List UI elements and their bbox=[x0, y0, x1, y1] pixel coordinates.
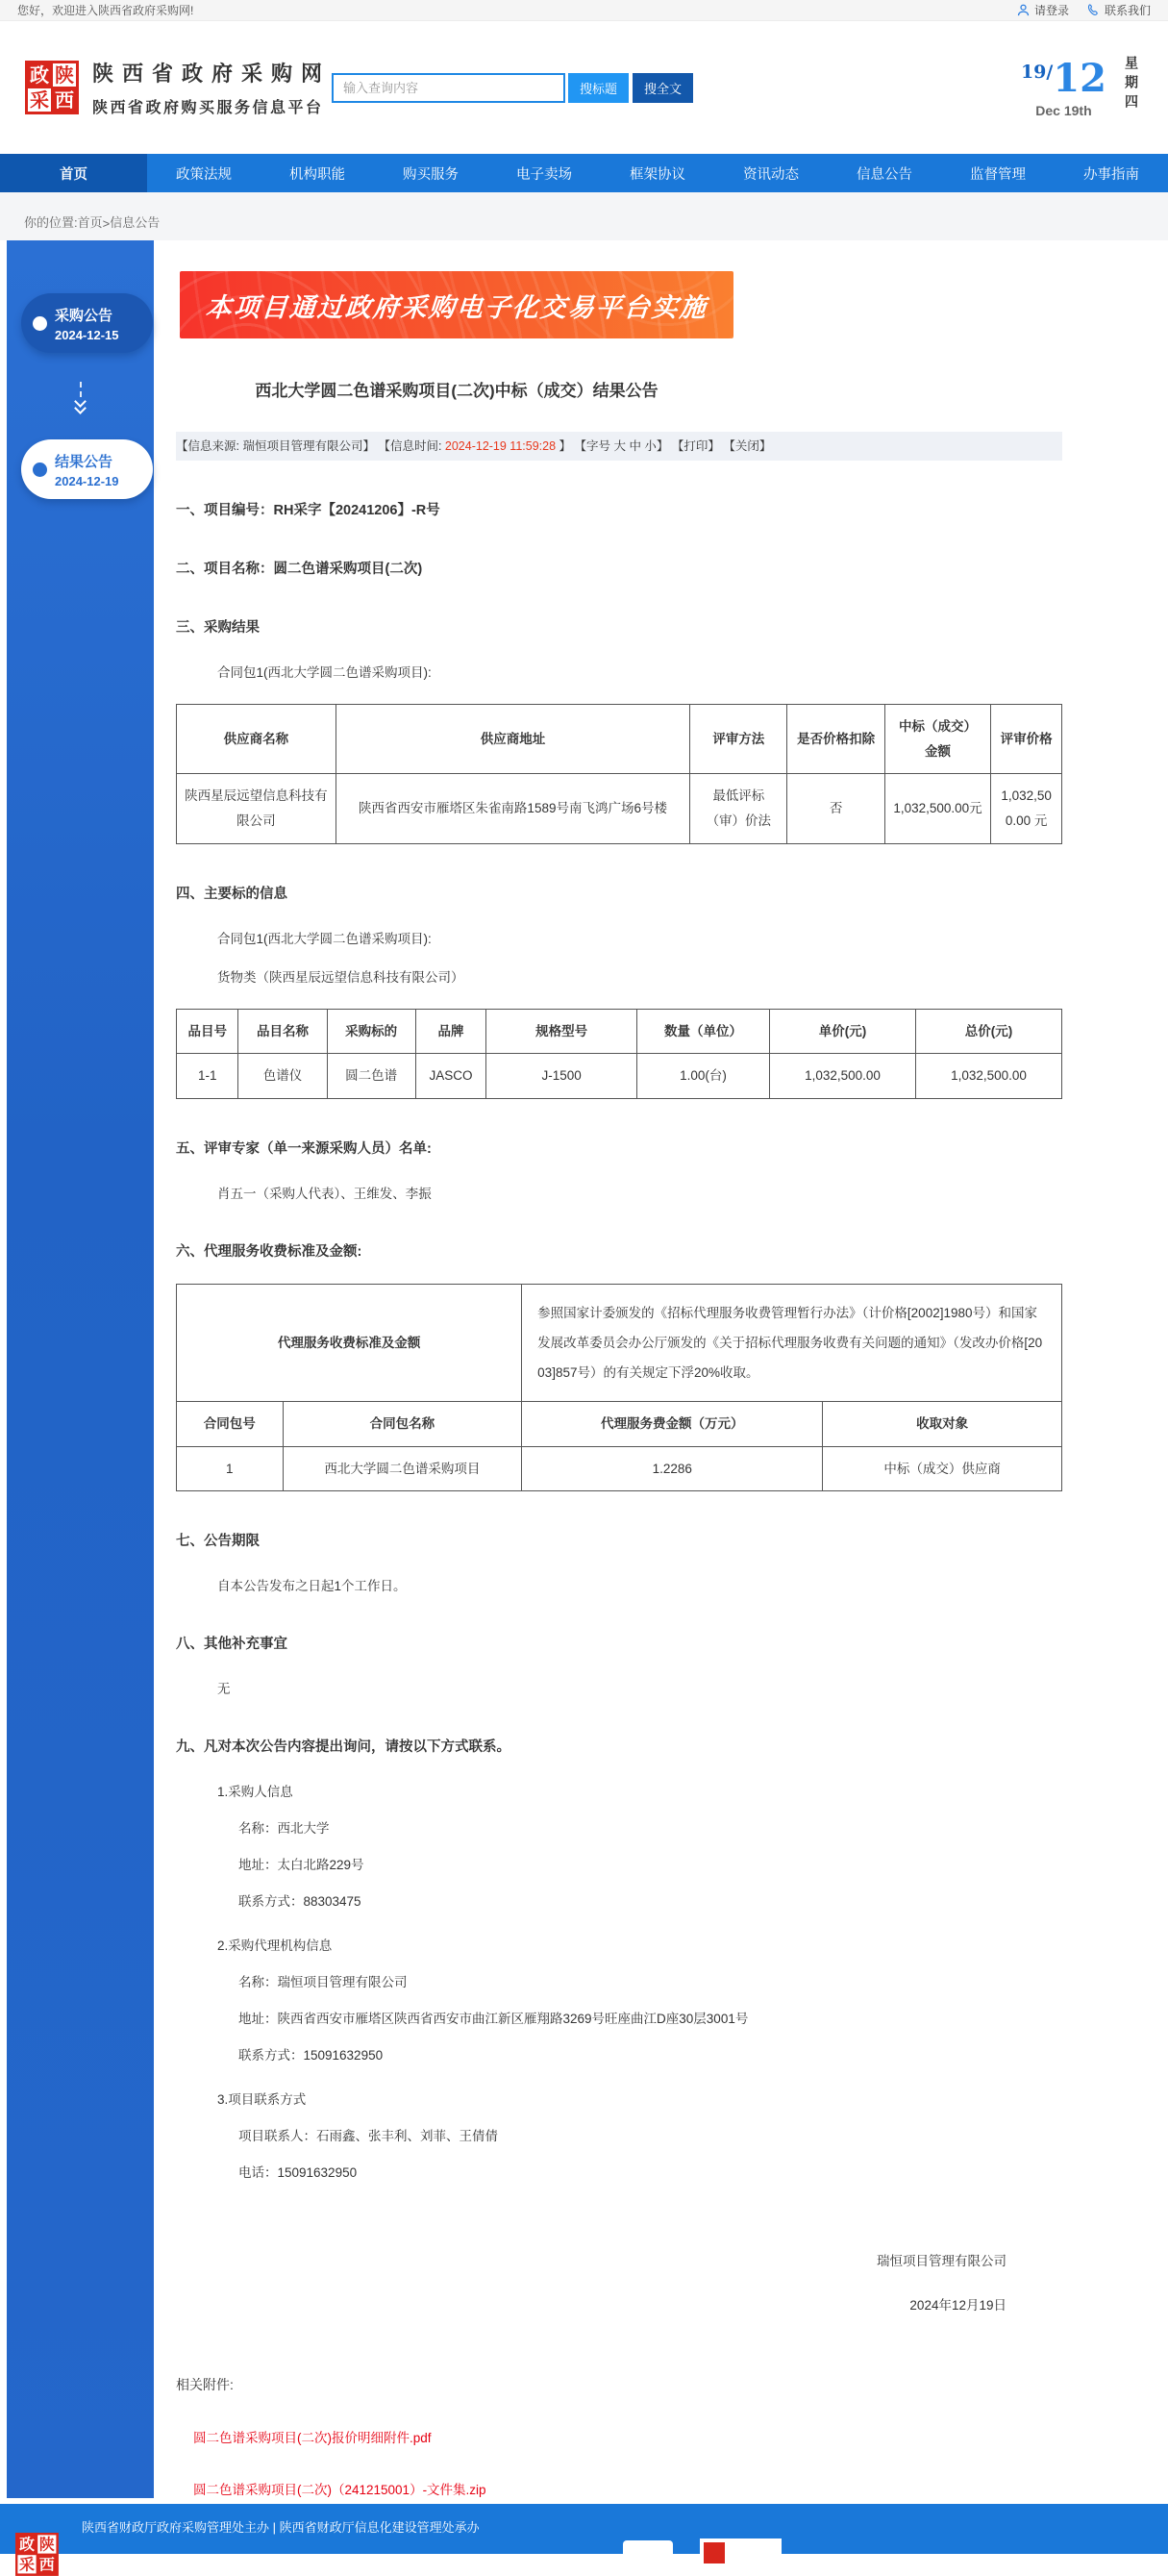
nav-item-functions[interactable]: 机构职能 bbox=[289, 166, 345, 183]
platform-banner: 本项目通过政府采购电子化交易平台实施 bbox=[180, 271, 733, 338]
signature-block bbox=[176, 2250, 1062, 2313]
buyer-name: 名称：西北大学 bbox=[238, 1821, 330, 1837]
search-fulltext-button[interactable]: 搜全文 bbox=[633, 73, 693, 103]
breadcrumb-current[interactable]: 信息公告 bbox=[110, 215, 161, 230]
items-table: 品目号 品目名称 采购标的 品牌 规格型号 数量（单位） 单价(元) 总价(元) 1-1 色谱仪 圆二色谱 JASCO J-1500 1.00(台) 1,032,500.00 1,032,500.00 bbox=[176, 1009, 1062, 1099]
date-month: 12 bbox=[1053, 56, 1106, 101]
table-row: 陕西星辰远望信息科技有限公司 陕西省西安市雁塔区朱雀南路1589号南飞鸿广场6号楼 最低评标（审）价法 否 1,032,500.00元 1,032,500.00 元 bbox=[177, 774, 1062, 843]
project-contact-heading: 3.项目联系方式 bbox=[217, 2092, 307, 2108]
meta-source: 【信息来源: 瑞恒项目管理有限公司】 bbox=[176, 439, 375, 453]
project-contact-phone: 电话：15091632950 bbox=[238, 2165, 358, 2181]
date-english: Dec 19th bbox=[1035, 103, 1092, 118]
close-button[interactable]: 【关闭】 bbox=[723, 439, 772, 453]
user-icon bbox=[1016, 3, 1031, 17]
page-footer bbox=[0, 2504, 1168, 2574]
agency-address: 地址：陕西省西安市雁塔区陕西省西安市曲江新区雁翔路3269号旺座曲江D座30层3001号 bbox=[238, 2012, 749, 2027]
nav-item-supervision[interactable]: 监督管理 bbox=[970, 166, 1026, 183]
section-subject-info: 四、主要标的信息 合同包1(西北大学圆二色谱采购项目): 货物类（陕西星辰远望信息科技有限公司） 品目号 品目名称 采购标的 品牌 规格型号 数量（单位） 单价(元) 总价(元) 1-1 色谱仪 圆二色谱 JASCO J-1500 1.00(台) 1,032,500.00 1,032,500.00 bbox=[176, 883, 1062, 1099]
main-nav bbox=[0, 154, 1168, 192]
nav-item-emall[interactable]: 电子卖场 bbox=[516, 166, 572, 183]
sidebar-item-result-announcement[interactable]: 结果公告 2024-12-19 bbox=[21, 439, 153, 499]
article-content bbox=[154, 240, 1062, 2498]
section-other-matters: 八、其他补充事宜 无 bbox=[176, 1637, 287, 1697]
site-logo: 政 陕 采 西 bbox=[25, 61, 79, 114]
category-line: 货物类（陕西星辰远望信息科技有限公司） bbox=[217, 969, 464, 985]
phone-icon bbox=[1086, 3, 1101, 17]
buyer-heading: 1.采购人信息 bbox=[217, 1785, 293, 1800]
search-input[interactable] bbox=[332, 73, 565, 103]
date-widget bbox=[1021, 56, 1141, 133]
footer-logo: 政 陕 采 西 bbox=[15, 2533, 59, 2576]
site-subtitle: 陕西省政府购买服务信息平台 bbox=[92, 100, 324, 116]
search-area bbox=[332, 73, 693, 103]
section-project-number: 一、项目编号：RH采字【20241206】-R号 bbox=[176, 503, 440, 518]
topbar bbox=[0, 0, 1168, 21]
section-announcement-period: 七、公告期限 自本公告发布之日起1个工作日。 bbox=[176, 1534, 407, 1594]
signature-company: 瑞恒项目管理有限公司 bbox=[877, 2254, 1006, 2269]
breadcrumb: 你的位置: 首页 > 信息公告 bbox=[0, 192, 1168, 240]
result-table: 供应商名称 供应商地址 评审方法 是否价格扣除 中标（成交）金额 评审价格 陕西星辰远望信息科技有限公司 陕西省西安市雁塔区朱雀南路1589号南飞鸿广场6号楼 最低评标（审）价法 否 1,032,500.00元 1,032,500.00 元 bbox=[176, 704, 1062, 844]
footer-text: 陕西省财政厅政府采购管理处主办 | 陕西省财政厅信息化建设管理处承办 bbox=[82, 2520, 480, 2536]
attachment-pdf-link[interactable]: 圆二色谱采购项目(二次)报价明细附件.pdf bbox=[193, 2431, 432, 2446]
package-line: 合同包1(西北大学圆二色谱采购项目): bbox=[217, 665, 432, 680]
signature-date: 2024年12月19日 bbox=[909, 2298, 1006, 2313]
attachments-label: 相关附件: bbox=[176, 2377, 234, 2393]
project-contact-people: 项目联系人：石雨鑫、张丰利、刘菲、王倩倩 bbox=[238, 2129, 498, 2144]
contact-link[interactable]: 联系我们 bbox=[1086, 2, 1151, 18]
date-weekday: 星期四 bbox=[1124, 56, 1139, 113]
expert-names: 肖五一（采购人代表）、王维发、李振 bbox=[217, 1186, 432, 1201]
sidebar-item-purchase-announcement[interactable]: 采购公告 2024-12-15 bbox=[21, 293, 153, 353]
date-day: 19/ bbox=[1020, 62, 1054, 83]
step-dot-icon bbox=[33, 463, 47, 477]
print-button[interactable]: 【打印】 bbox=[671, 439, 720, 453]
breadcrumb-home[interactable]: 首页 bbox=[77, 215, 103, 230]
meta-timestamp: 2024-12-19 11:59:28 bbox=[444, 439, 557, 453]
nav-item-guide[interactable]: 办事指南 bbox=[1083, 166, 1139, 183]
article-meta-bar: 【信息来源: 瑞恒项目管理有限公司】 【信息时间: 2024-12-19 11:59:28 】 【字号 大 中 小】 【打印】 【关闭】 bbox=[176, 432, 1062, 461]
agency-fee-table bbox=[176, 1284, 1062, 1491]
buyer-address: 地址：太白北路229号 bbox=[238, 1858, 364, 1873]
buyer-phone: 联系方式：88303475 bbox=[238, 1894, 361, 1910]
agency-phone: 联系方式：15091632950 bbox=[238, 2048, 384, 2063]
package-line: 合同包1(西北大学圆二色谱采购项目): bbox=[217, 931, 432, 946]
nav-item-home[interactable]: 首页 bbox=[0, 154, 147, 192]
nav-item-news[interactable]: 资讯动态 bbox=[743, 166, 799, 183]
site-title: 陕西省政府采购网 bbox=[92, 62, 332, 86]
section-procurement-result: 三、采购结果 合同包1(西北大学圆二色谱采购项目): 供应商名称 供应商地址 评审方法 是否价格扣除 中标（成交）金额 评审价格 陕西星辰远望信息科技有限公司 陕西省西安市雁塔区朱雀南路1589号南飞鸿广场6号楼 最低评标（审）价法 否 1,032,500.00元 1,032,500.00 元 bbox=[176, 616, 1062, 844]
timeline-sidebar bbox=[7, 240, 154, 2498]
section-contacts: 九、凡对本次公告内容提出询问，请按以下方式联系。 1.采购人信息 名称：西北大学 地址：太白北路229号 联系方式：88303475 2.采购代理机构信息 名称：瑞恒项目管理有限公司 地址：陕西省西安市雁塔区陕西省西安市曲江新区雁翔路3269号旺座曲江D座30层3001号 联系方式：15091632950 3.项目联系方式 项目联系人：石雨鑫、张丰利、刘菲、王倩倩 电话：15091632950 bbox=[176, 1736, 1062, 2181]
section-agency-fee: 六、代理服务收费标准及金额: 代理服务收费标准及金额 参照国家计委颁发的《招标代理服务收费管理暂行办法》（计价格[2002]1980号）和国家发展改革委员会办公厅颁发的《关于招标代理服务收费有关问题的通知》（发改办价格[2003]857号）的有关规定下浮20%收取。 合同包号 合同包名称 代理服务费金额（万元） 收取对象 1 西北大学圆二色谱采购项目 1.2286 中标（成交）供应商 bbox=[176, 1240, 1062, 1491]
nav-item-announcements[interactable]: 信息公告 bbox=[857, 166, 912, 183]
welcome-text: 您好，欢迎进入陕西省政府采购网! bbox=[17, 4, 194, 17]
font-size-control[interactable]: 【字号 大 中 小】 bbox=[574, 439, 669, 453]
nav-item-policy[interactable]: 政策法规 bbox=[176, 166, 232, 183]
page-title: 西北大学圆二色谱采购项目(二次)中标（成交）结果公告 bbox=[255, 382, 659, 400]
site-header bbox=[0, 21, 1168, 154]
table-row: 代理服务收费标准及金额 参照国家计委颁发的《招标代理服务收费管理暂行办法》（计价格[2002]1980号）和国家发展改革委员会办公厅颁发的《关于招标代理服务收费有关问题的通知》（发改办价格[2003]857号）的有关规定下浮20%收取。 bbox=[177, 1284, 1062, 1401]
table-row: 1 西北大学圆二色谱采购项目 1.2286 中标（成交）供应商 bbox=[177, 1446, 1062, 1491]
attachment-zip-link[interactable]: 圆二色谱采购项目(二次)（241215001）-文件集.zip bbox=[193, 2483, 486, 2498]
arrow-down-icon bbox=[71, 382, 90, 413]
nav-item-framework[interactable]: 框架协议 bbox=[630, 166, 685, 183]
gov-site-badge-icon bbox=[700, 2538, 782, 2567]
agency-heading: 2.采购代理机构信息 bbox=[217, 1938, 333, 1954]
step-dot-icon bbox=[33, 316, 47, 331]
agency-name: 名称：瑞恒项目管理有限公司 bbox=[238, 1975, 408, 1990]
gov-badge-icon bbox=[623, 2540, 673, 2565]
search-title-button[interactable]: 搜标题 bbox=[568, 73, 629, 103]
table-row: 1-1 色谱仪 圆二色谱 JASCO J-1500 1.00(台) 1,032,500.00 1,032,500.00 bbox=[177, 1054, 1062, 1099]
section-project-name: 二、项目名称：圆二色谱采购项目(二次) bbox=[176, 562, 423, 577]
login-link[interactable]: 请登录 bbox=[1016, 2, 1069, 18]
nav-item-purchase-service[interactable]: 购买服务 bbox=[403, 166, 459, 183]
section-experts: 五、评审专家（单一来源采购人员）名单: 肖五一（采购人代表）、王维发、李振 bbox=[176, 1138, 1062, 1202]
attachments-block bbox=[176, 2375, 1062, 2498]
table-row: 合同包号 合同包名称 代理服务费金额（万元） 收取对象 bbox=[177, 1401, 1062, 1446]
